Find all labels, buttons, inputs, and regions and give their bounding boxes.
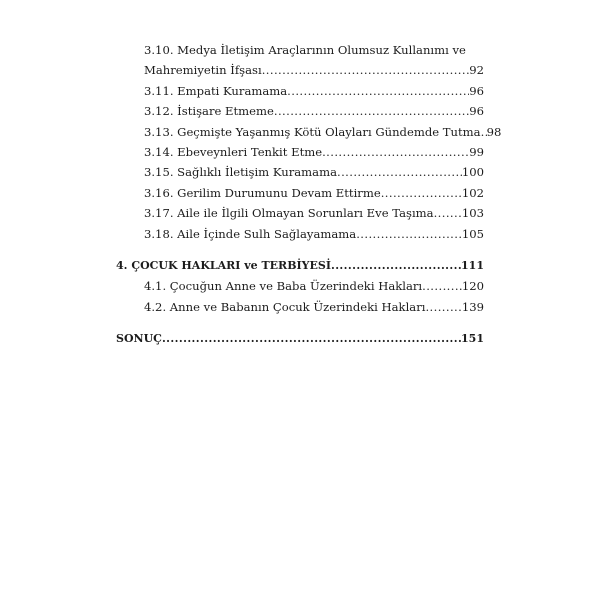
dot-leader [422, 276, 462, 296]
toc-page-number: 96 [469, 104, 484, 119]
dot-leader [337, 162, 462, 182]
dot-leader [434, 203, 462, 223]
dot-leader [322, 142, 469, 162]
toc-entry [116, 224, 484, 244]
toc-entry [116, 297, 484, 317]
toc-page-number: 103 [461, 206, 484, 221]
toc-entry-title: 3.12. İstişare Etmeme [144, 104, 274, 119]
toc-chapter-title: SONUÇ [116, 332, 162, 346]
toc-page-number: 105 [461, 226, 484, 241]
dot-leader [262, 60, 470, 80]
toc-entry [116, 142, 484, 162]
toc-page-number: 100 [461, 165, 484, 180]
toc-entry-title: 3.18. Aile İçinde Sulh Sağlayamama [144, 226, 357, 241]
dot-leader [381, 183, 462, 203]
spacer [116, 317, 484, 329]
toc-page-number: 120 [461, 279, 484, 294]
toc-entry [116, 101, 484, 121]
toc-entry [116, 122, 502, 142]
toc-entry-title: 3.13. Geçmişte Yaşanmış Kötü Olayları Gündemde Tutma [144, 124, 481, 139]
dot-leader [425, 297, 461, 317]
dot-leader [356, 224, 462, 244]
toc-entry-title: 3.14. Ebeveynleri Tenkit Etme [144, 144, 323, 159]
toc-page-number: 92 [469, 63, 484, 78]
table-of-contents [116, 40, 502, 349]
toc-entry [116, 81, 484, 101]
toc-entry-title: 3.17. Aile ile İlgili Olmayan Sorunları Eve Taşıma [144, 206, 434, 221]
toc-entry-3-10 [116, 60, 484, 80]
toc-page-number: 139 [461, 299, 484, 314]
spacer [116, 244, 484, 256]
toc-entry [116, 276, 484, 296]
toc-entry-title: 3.15. Sağlıklı İletişim Kuramama [144, 165, 337, 180]
dot-leader [331, 256, 461, 276]
toc-page-number: 111 [461, 258, 484, 272]
dot-leader [287, 81, 469, 101]
toc-entry-title: 4.2. Anne ve Babanın Çocuk Üzerindeki Hakları [144, 299, 426, 314]
toc-page-number: 96 [469, 83, 484, 98]
toc-entry [116, 183, 484, 203]
toc-chapter-title: 4. ÇOCUK HAKLARI ve TERBİYESİ [116, 258, 331, 272]
toc-entry-3-10-line1 [116, 40, 484, 60]
toc-entry-title: 4.1. Çocuğun Anne ve Baba Üzerindeki Hakları [144, 279, 423, 294]
toc-page-number: 102 [461, 185, 484, 200]
dot-leader [162, 329, 461, 349]
toc-chapter-4 [116, 256, 484, 276]
toc-conclusion [116, 329, 484, 349]
toc-entry-title: 3.11. Empati Kuramama [144, 83, 288, 98]
toc-entry-title: 3.10. Medya İletişim Araçlarının Olumsuz Kullanımı ve [144, 43, 466, 57]
toc-entry-title: Mahremiyetin İfşası [144, 63, 262, 78]
dot-leader [274, 101, 469, 121]
toc-page-number: 99 [469, 144, 484, 159]
toc-page-number: 98 [486, 124, 502, 139]
toc-entry [116, 162, 484, 182]
toc-entry-title: 3.16. Gerilim Durumunu Devam Ettirme [144, 185, 381, 200]
toc-page-number: 151 [461, 332, 484, 346]
toc-entry [116, 203, 484, 223]
